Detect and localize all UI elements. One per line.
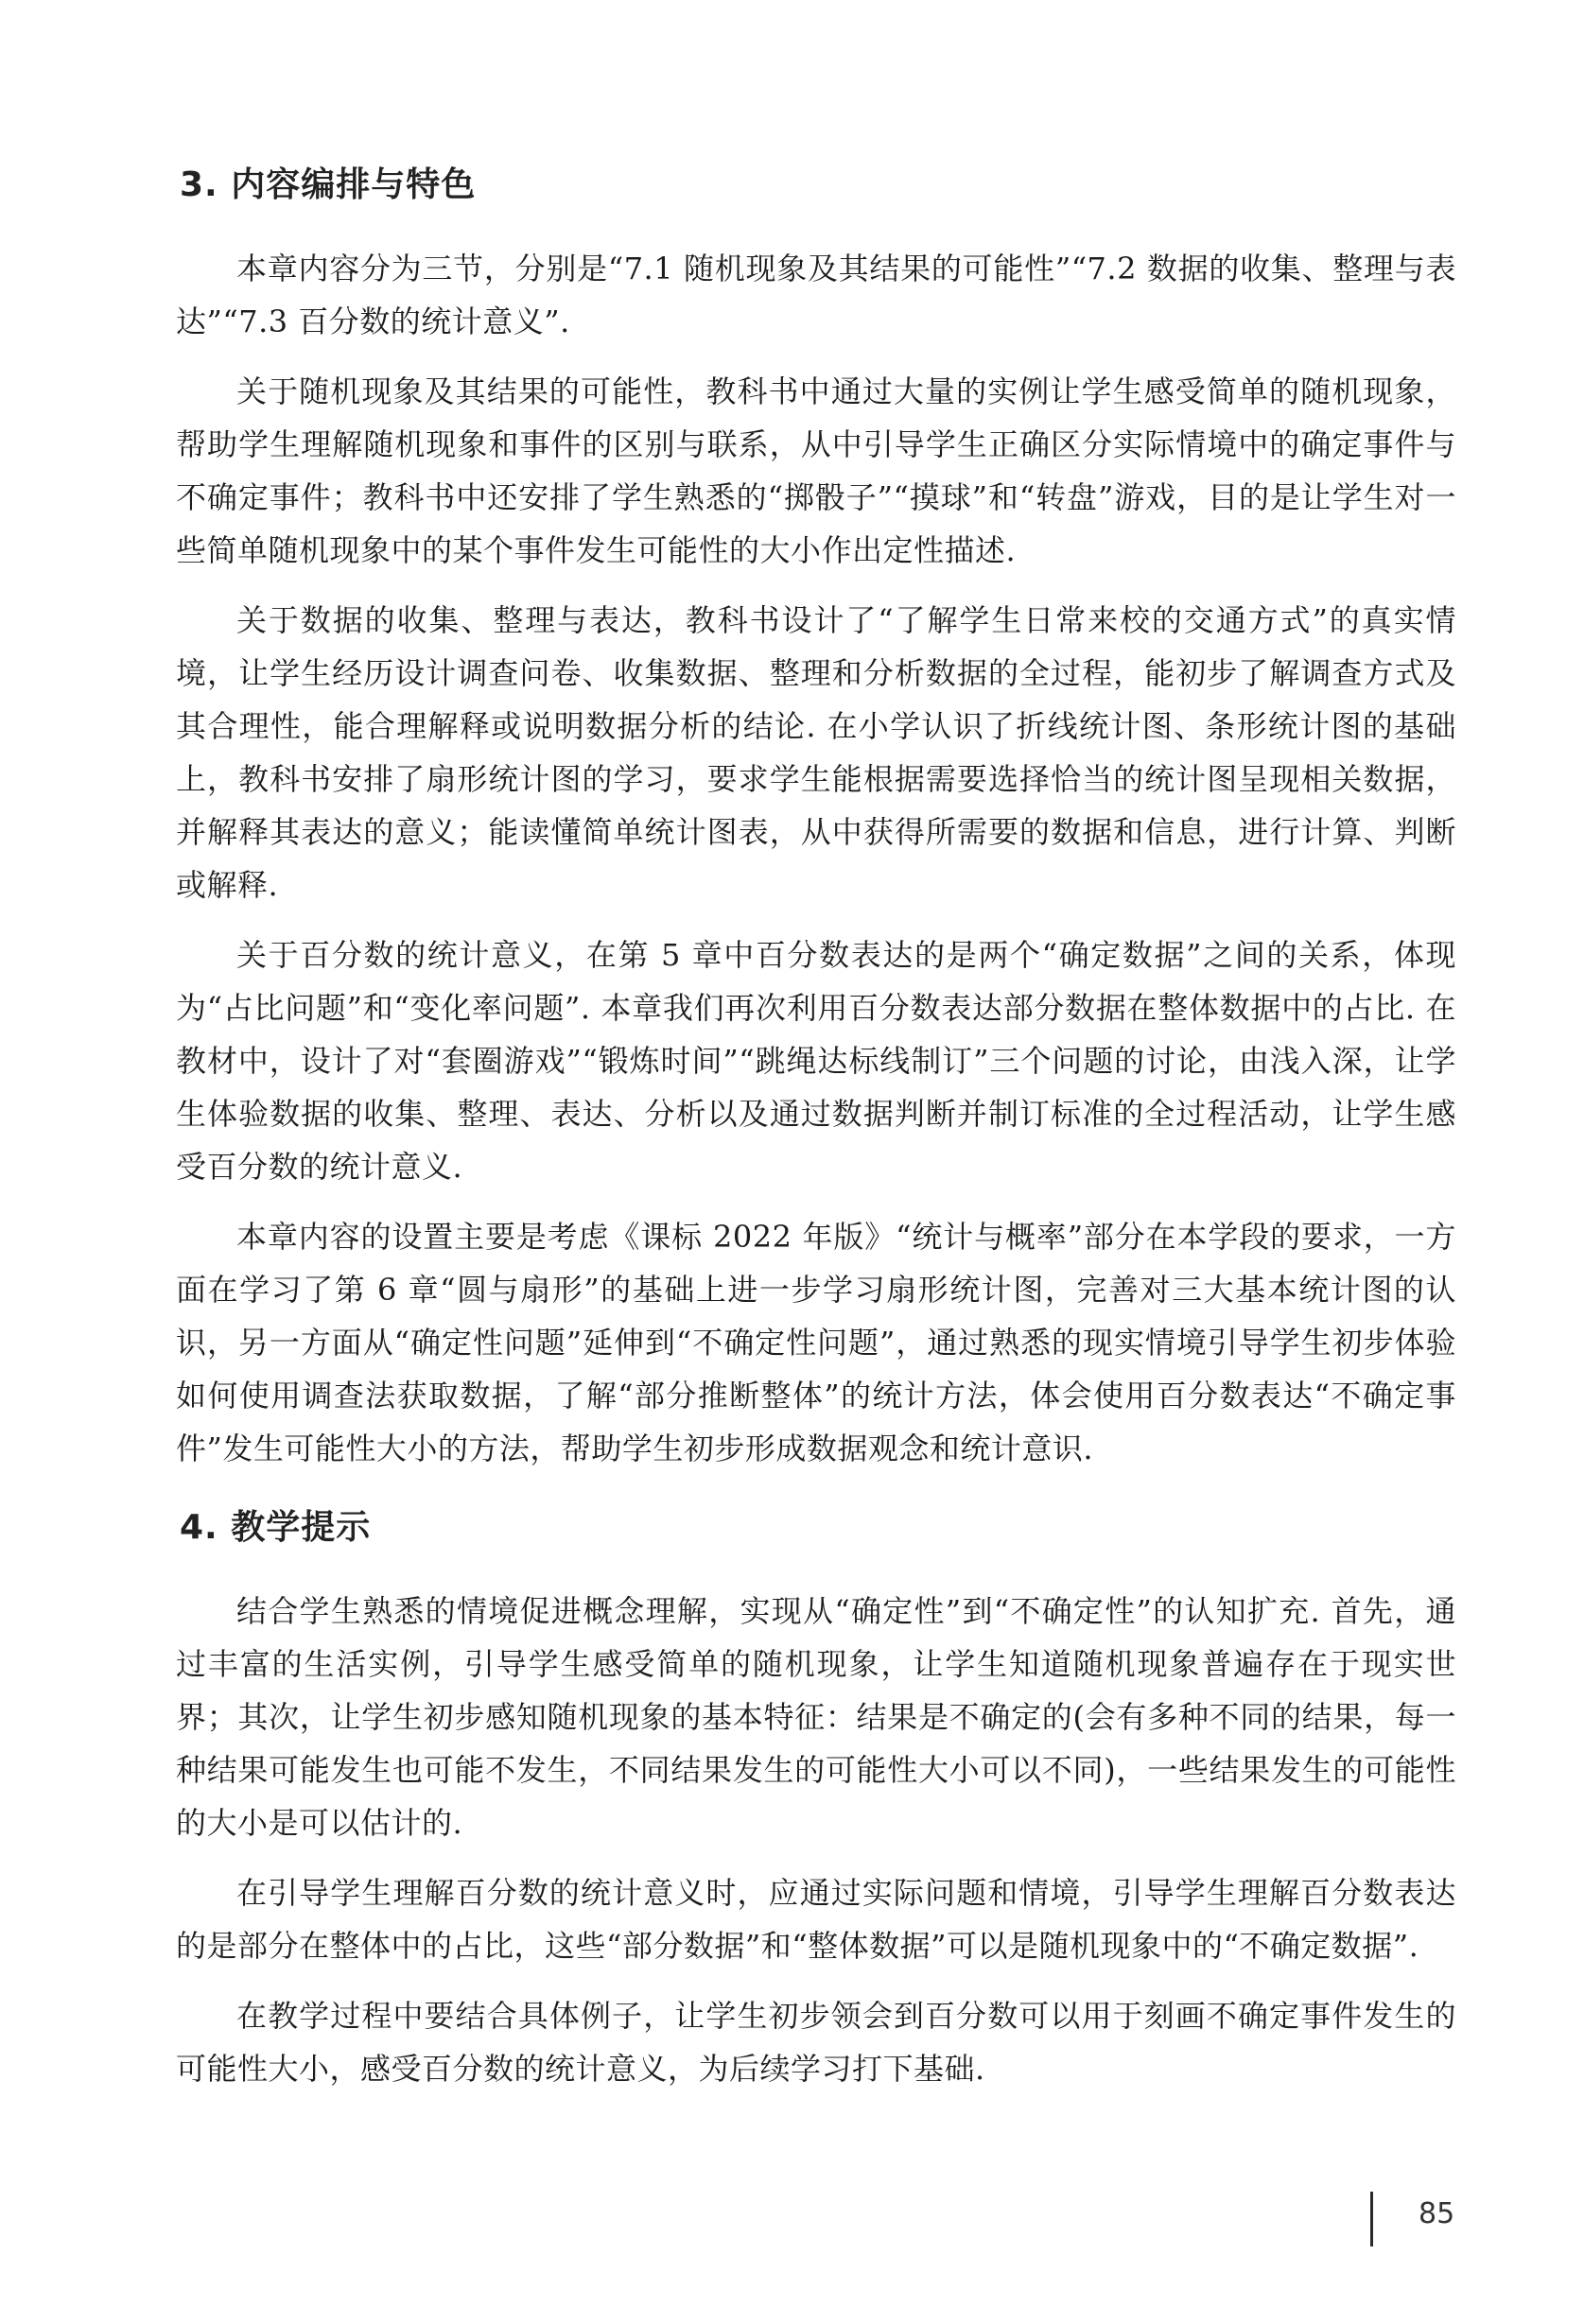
paragraph: 本章内容的设置主要是考虑《课标 2022 年版》“统计与概率”部分在本学段的要求，一方面在学习了第 6 章“圆与扇形”的基础上进一步学习扇形统计图，完善对三大基本统计图的认识，另一方面从“确定性问题”延伸到“不确定性问题”，通过熟悉的现实情境引导学生初步体验如何使用调查法获取数据，了解“部分推断整体”的统计方法，体会使用百分数表达“不确定事件”发生可能性大小的方法，帮助学生初步形成数据观念和统计意识. [176,1219,1456,1466]
page-content [176,157,1456,2112]
footer-divider [1370,2192,1373,2246]
paragraph: 关于随机现象及其结果的可能性，教科书中通过大量的实例让学生感受简单的随机现象，帮助学生理解随机现象和事件的区别与联系，从中引导学生正确区分实际情境中的确定事件与不确定事件；教科书中还安排了学生熟悉的“掷骰子”“摸球”和“转盘”游戏，目的是让学生对一些简单随机现象中的某个事件发生可能性的大小作出定性描述. [176,373,1456,568]
paragraph: 关于数据的收集、整理与表达，教科书设计了“了解学生日常来校的交通方式”的真实情境，让学生经历设计调查问卷、收集数据、整理和分析数据的全过程，能初步了解调查方式及其合理性，能合理解释或说明数据分析的结论. 在小学认识了折线统计图、条形统计图的基础上，教科书安排了扇形统计图的学习，要求学生能根据需要选择恰当的统计图呈现相关数据，并解释其表达的意义；能读懂简单统计图表，从中获得所需要的数据和信息，进行计算、判断或解释. [176,602,1456,903]
section-heading-content-features: 3. 内容编排与特色 [180,165,477,204]
paragraph: 在引导学生理解百分数的统计意义时，应通过实际问题和情境，引导学生理解百分数表达的是部分在整体中的占比，这些“部分数据”和“整体数据”可以是随机现象中的“不确定数据”. [176,1875,1456,1964]
page-number: 85 [1419,2197,1455,2230]
section-heading-teaching-tips: 4. 教学提示 [180,1508,372,1547]
paragraph: 关于百分数的统计意义，在第 5 章中百分数表达的是两个“确定数据”之间的关系，体现为“占比问题”和“变化率问题”. 本章我们再次利用百分数表达部分数据在整体数据中的占比. 在教材中，设计了对“套圈游戏”“锻炼时间”“跳绳达标线制订”三个问题的讨论，由浅入深，让学生体验数据的收集、整理、表达、分析以及通过数据判断并制订标准的全过程活动，让学生感受百分数的统计意义. [176,937,1456,1185]
paragraph: 在教学过程中要结合具体例子，让学生初步领会到百分数可以用于刻画不确定事件发生的可能性大小，感受百分数的统计意义，为后续学习打下基础. [176,1998,1456,2087]
paragraph: 结合学生熟悉的情境促进概念理解，实现从“确定性”到“不确定性”的认知扩充. 首先，通过丰富的生活实例，引导学生感受简单的随机现象，让学生知道随机现象普遍存在于现实世界；其次，让学生初步感知随机现象的基本特征：结果是不确定的(会有多种不同的结果，每一种结果可能发生也可能不发生，不同结果发生的可能性大小可以不同)，一些结果发生的可能性的大小是可以估计的. [176,1593,1456,1841]
paragraph: 本章内容分为三节，分别是“7.1 随机现象及其结果的可能性”“7.2 数据的收集、整理与表达”“7.3 百分数的统计意义”. [176,251,1456,339]
